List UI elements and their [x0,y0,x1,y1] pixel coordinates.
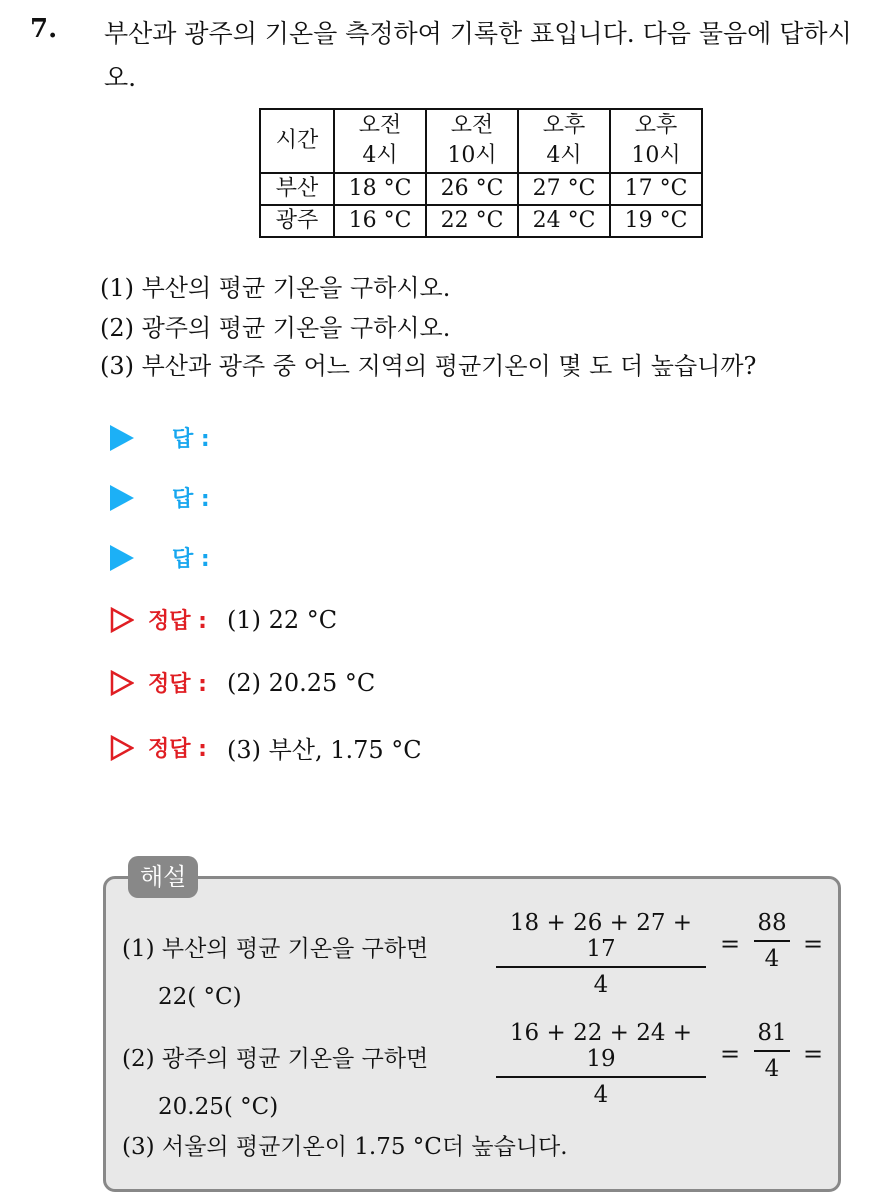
correct-label: 정답 : [148,672,207,697]
answer-label: 답 : [172,427,210,452]
correct-answer-3 [110,730,422,765]
explanation-result-2: 20.25( °C) [158,1094,279,1120]
table-header-cell: 오전 4시 [334,109,426,173]
answer-blank-3[interactable] [110,542,210,573]
temperature-table [259,108,703,238]
explanation-tag: 해설 [128,856,198,898]
fraction-total-gwangju: $\frac{81}{4}$ [754,1020,790,1082]
answer-blank-2[interactable] [110,482,210,513]
answer-label: 답 : [172,547,210,572]
explanation-line-2: (2) 광주의 평균 기온을 구하면 [122,1046,429,1072]
table-row [260,173,702,205]
table-cell: 22 °C [426,205,518,237]
outline-triangle-icon [110,607,134,633]
answer-label: 답 : [172,487,210,512]
explanation-line-1: (1) 부산의 평균 기온을 구하면 [122,936,429,962]
table-cell: 18 °C [334,173,426,205]
table-header-row [260,109,702,173]
equals-sign: = [720,930,741,958]
correct-label: 정답 : [148,609,207,634]
equals-sign: = [803,930,824,958]
equals-sign: = [803,1040,824,1068]
fraction-total-busan: $\frac{88}{4}$ [754,910,790,972]
table-cell: 26 °C [426,173,518,205]
answer-blank-1[interactable] [110,422,210,453]
table-corner-cell: 시간 [260,109,334,173]
equals-sign: = [720,1040,741,1068]
subquestion-3: (3) 부산과 광주 중 어느 지역의 평균기온이 몇 도 더 높습니까? [100,352,757,380]
explanation-line-3: (3) 서울의 평균기온이 1.75 °C더 높습니다. [122,1134,568,1160]
play-arrow-icon [110,485,134,511]
table-header-cell: 오전 10시 [426,109,518,173]
table-row-label: 부산 [260,173,334,205]
correct-answer-text: (1) 22 °C [226,605,338,634]
play-arrow-icon [110,425,134,451]
table-cell: 27 °C [518,173,610,205]
question-number: 7. [30,14,58,44]
correct-answer-1 [110,604,337,635]
explanation-result-1: 22( °C) [158,984,242,1010]
subquestion-1: (1) 부산의 평균 기온을 구하시오. [100,274,451,302]
table-row [260,205,702,237]
correct-answer-text: (3) 부산, 1.75 °C [226,736,422,764]
table-cell: 19 °C [610,205,702,237]
play-arrow-icon [110,545,134,571]
question-text: 부산과 광주의 기온을 측정하여 기록한 표입니다. 다음 물음에 답하시오. [104,19,852,92]
table-header-cell: 오후 10시 [610,109,702,173]
outline-triangle-icon [110,735,134,761]
correct-label: 정답 : [148,737,207,762]
table-row-label: 광주 [260,205,334,237]
table-cell: 16 °C [334,205,426,237]
outline-triangle-icon [110,670,134,696]
fraction-sum-gwangju: $\frac{16 + 22 + 24 + 19}{4}$ [496,1020,706,1108]
table-cell: 17 °C [610,173,702,205]
correct-answer-2 [110,667,375,698]
subquestion-2: (2) 광주의 평균 기온을 구하시오. [100,314,451,342]
fraction-sum-busan: $\frac{18 + 26 + 27 + 17}{4}$ [496,910,706,998]
table-cell: 24 °C [518,205,610,237]
correct-answer-text: (2) 20.25 °C [226,668,376,697]
table-header-cell: 오후 4시 [518,109,610,173]
